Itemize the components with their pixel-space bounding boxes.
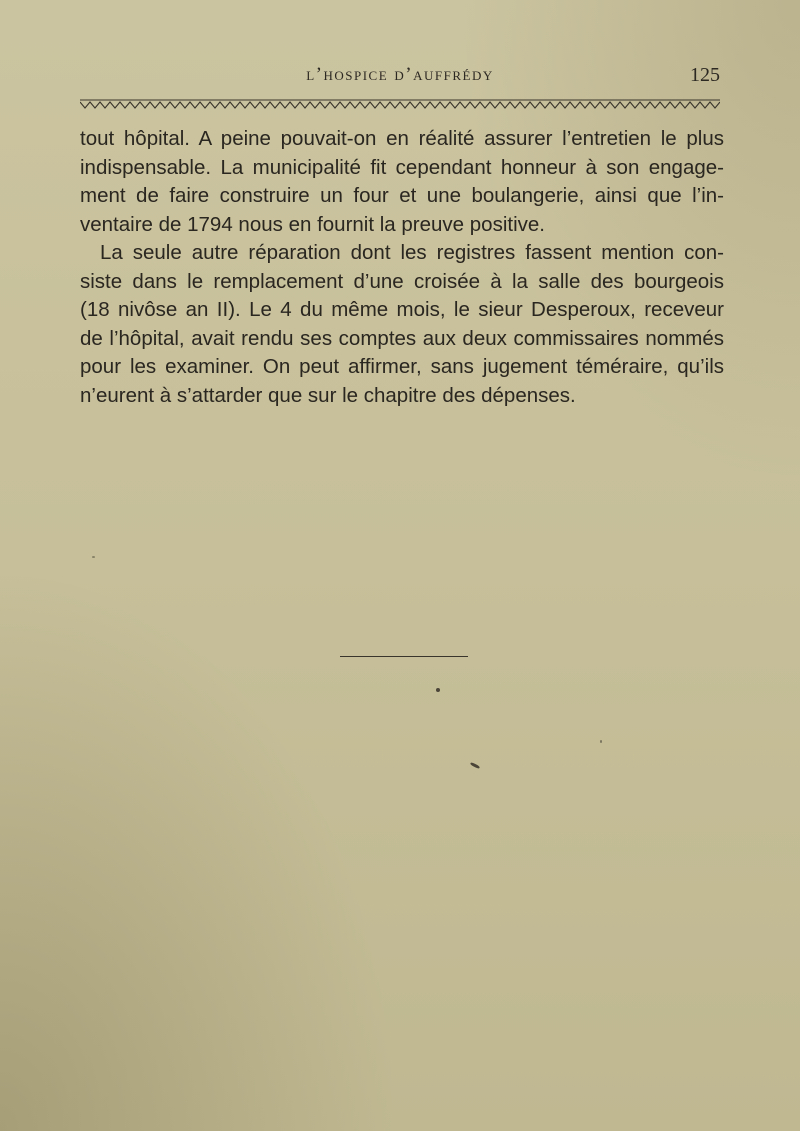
text-line-2: indispensable. La municipalité fit cependant honneur à son engage- (80, 155, 724, 179)
page-number: 125 (690, 64, 720, 86)
text-line-10: n’eurent à s’attarder que sur le chapitre des dépenses. (80, 383, 576, 407)
text-line-6: siste dans le remplacement d’une croisée à la salle des bourgeois (80, 269, 724, 293)
end-rule (340, 656, 468, 657)
text-line-4: ventaire de 1794 nous en fournit la preuve positive. (80, 212, 545, 236)
paper-speck (470, 762, 480, 769)
text-line-9: pour les examiner. On peut affirmer, sans jugement téméraire, qu’ils (80, 355, 724, 378)
body-text (80, 125, 724, 410)
text-line-3: ment de faire construire un four et une boulangerie, ainsi que l’in- (80, 184, 724, 207)
text-line-1: tout hôpital. A peine pouvait-on en réalité assurer l’entretien le plus (80, 127, 724, 150)
paper-speck (600, 740, 602, 743)
text-line-7: (18 nivôse an II). Le 4 du même mois, le sieur Desperoux, receveur (80, 298, 724, 321)
text-line-5: La seule autre réparation dont les registres fassent mention con- (100, 241, 724, 264)
running-head (80, 64, 720, 94)
paper-speck (92, 556, 95, 558)
running-title: l’hospice d’auffrédy (306, 64, 494, 85)
text-line-8: de l’hôpital, avait rendu ses comptes aux deux commissaires nommés (80, 326, 724, 350)
paper-speck (436, 688, 440, 692)
ornamental-rule (80, 98, 720, 110)
